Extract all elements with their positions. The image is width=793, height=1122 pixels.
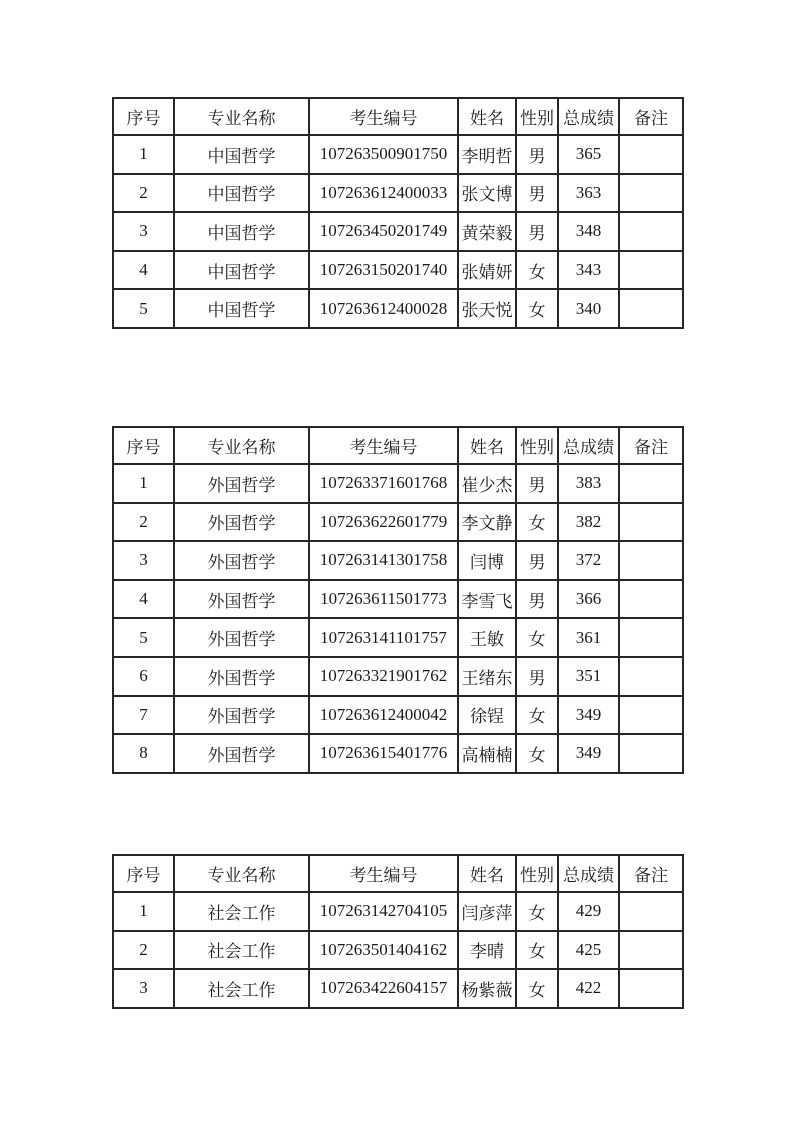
cell-index: 5 [113, 289, 174, 328]
cell-remarks [619, 580, 683, 619]
cell-name: 张文博 [458, 174, 516, 213]
column-header-name: 姓名 [458, 98, 516, 135]
table-row [113, 931, 683, 970]
table-row [113, 734, 683, 773]
table-row [113, 657, 683, 696]
cell-candidate-id: 107263371601768 [309, 464, 458, 503]
cell-gender: 女 [516, 734, 558, 773]
cell-remarks [619, 135, 683, 174]
cell-gender: 男 [516, 135, 558, 174]
table-row [113, 174, 683, 213]
score-table-social-work [112, 854, 684, 1009]
cell-total-score: 349 [558, 734, 619, 773]
table-row [113, 696, 683, 735]
cell-remarks [619, 734, 683, 773]
cell-candidate-id: 107263500901750 [309, 135, 458, 174]
cell-major: 外国哲学 [174, 464, 309, 503]
score-table-chinese-philosophy [112, 97, 684, 329]
cell-candidate-id: 107263450201749 [309, 212, 458, 251]
table-row [113, 541, 683, 580]
cell-name: 王绪东 [458, 657, 516, 696]
cell-total-score: 382 [558, 503, 619, 542]
header-row [113, 855, 683, 892]
table-row [113, 618, 683, 657]
cell-major: 社会工作 [174, 931, 309, 970]
header-row [113, 98, 683, 135]
cell-total-score: 348 [558, 212, 619, 251]
cell-total-score: 363 [558, 174, 619, 213]
cell-gender: 女 [516, 696, 558, 735]
cell-name: 黄荣毅 [458, 212, 516, 251]
column-header-major: 专业名称 [174, 427, 309, 464]
cell-remarks [619, 618, 683, 657]
table-row [113, 464, 683, 503]
cell-total-score: 429 [558, 892, 619, 931]
cell-remarks [619, 503, 683, 542]
cell-total-score: 351 [558, 657, 619, 696]
cell-name: 张婧妍 [458, 251, 516, 290]
column-header-index: 序号 [113, 427, 174, 464]
cell-major: 外国哲学 [174, 580, 309, 619]
cell-gender: 女 [516, 931, 558, 970]
cell-major: 中国哲学 [174, 289, 309, 328]
column-header-name: 姓名 [458, 855, 516, 892]
cell-major: 中国哲学 [174, 212, 309, 251]
cell-candidate-id: 107263321901762 [309, 657, 458, 696]
column-header-name: 姓名 [458, 427, 516, 464]
cell-major: 外国哲学 [174, 541, 309, 580]
column-header-candidate-id: 考生编号 [309, 427, 458, 464]
cell-index: 6 [113, 657, 174, 696]
cell-candidate-id: 107263615401776 [309, 734, 458, 773]
cell-candidate-id: 107263612400033 [309, 174, 458, 213]
cell-name: 徐锃 [458, 696, 516, 735]
cell-index: 7 [113, 696, 174, 735]
cell-index: 2 [113, 503, 174, 542]
cell-name: 李雪飞 [458, 580, 516, 619]
cell-candidate-id: 107263501404162 [309, 931, 458, 970]
column-header-total-score: 总成绩 [558, 855, 619, 892]
column-header-major: 专业名称 [174, 855, 309, 892]
table-row [113, 580, 683, 619]
cell-gender: 女 [516, 289, 558, 328]
table-row [113, 251, 683, 290]
cell-remarks [619, 541, 683, 580]
cell-gender: 女 [516, 892, 558, 931]
cell-total-score: 340 [558, 289, 619, 328]
cell-total-score: 349 [558, 696, 619, 735]
cell-gender: 男 [516, 580, 558, 619]
cell-remarks [619, 289, 683, 328]
cell-candidate-id: 107263141101757 [309, 618, 458, 657]
cell-name: 高楠楠 [458, 734, 516, 773]
cell-total-score: 372 [558, 541, 619, 580]
column-header-gender: 性别 [516, 98, 558, 135]
cell-index: 5 [113, 618, 174, 657]
column-header-major: 专业名称 [174, 98, 309, 135]
cell-major: 社会工作 [174, 969, 309, 1008]
cell-remarks [619, 657, 683, 696]
column-header-remarks: 备注 [619, 98, 683, 135]
cell-index: 3 [113, 969, 174, 1008]
table-row [113, 503, 683, 542]
cell-candidate-id: 107263142704105 [309, 892, 458, 931]
cell-index: 2 [113, 931, 174, 970]
score-table-section-chinese-philosophy [112, 97, 684, 329]
cell-candidate-id: 107263612400028 [309, 289, 458, 328]
cell-name: 张天悦 [458, 289, 516, 328]
table-row [113, 892, 683, 931]
cell-major: 外国哲学 [174, 734, 309, 773]
cell-candidate-id: 107263612400042 [309, 696, 458, 735]
cell-gender: 男 [516, 541, 558, 580]
cell-total-score: 425 [558, 931, 619, 970]
cell-remarks [619, 892, 683, 931]
score-table-foreign-philosophy [112, 426, 684, 774]
cell-index: 1 [113, 464, 174, 503]
cell-gender: 男 [516, 657, 558, 696]
cell-name: 闫彦萍 [458, 892, 516, 931]
cell-candidate-id: 107263422604157 [309, 969, 458, 1008]
cell-candidate-id: 107263150201740 [309, 251, 458, 290]
column-header-remarks: 备注 [619, 427, 683, 464]
cell-gender: 男 [516, 212, 558, 251]
cell-gender: 男 [516, 174, 558, 213]
cell-index: 1 [113, 892, 174, 931]
cell-total-score: 365 [558, 135, 619, 174]
cell-remarks [619, 931, 683, 970]
column-header-gender: 性别 [516, 427, 558, 464]
cell-candidate-id: 107263141301758 [309, 541, 458, 580]
column-header-candidate-id: 考生编号 [309, 98, 458, 135]
cell-index: 2 [113, 174, 174, 213]
cell-major: 中国哲学 [174, 174, 309, 213]
table-row [113, 212, 683, 251]
table-row [113, 135, 683, 174]
column-header-remarks: 备注 [619, 855, 683, 892]
cell-remarks [619, 212, 683, 251]
cell-index: 3 [113, 541, 174, 580]
cell-major: 中国哲学 [174, 135, 309, 174]
column-header-index: 序号 [113, 98, 174, 135]
cell-remarks [619, 696, 683, 735]
cell-total-score: 366 [558, 580, 619, 619]
score-table-section-foreign-philosophy [112, 426, 684, 774]
cell-major: 外国哲学 [174, 696, 309, 735]
column-header-total-score: 总成绩 [558, 98, 619, 135]
table-row [113, 969, 683, 1008]
cell-name: 崔少杰 [458, 464, 516, 503]
cell-name: 李晴 [458, 931, 516, 970]
cell-name: 闫博 [458, 541, 516, 580]
column-header-total-score: 总成绩 [558, 427, 619, 464]
cell-remarks [619, 251, 683, 290]
cell-index: 8 [113, 734, 174, 773]
cell-major: 外国哲学 [174, 657, 309, 696]
cell-gender: 女 [516, 503, 558, 542]
header-row [113, 427, 683, 464]
column-header-candidate-id: 考生编号 [309, 855, 458, 892]
cell-index: 1 [113, 135, 174, 174]
score-table-section-social-work [112, 854, 684, 1009]
cell-total-score: 422 [558, 969, 619, 1008]
cell-name: 王敏 [458, 618, 516, 657]
cell-major: 中国哲学 [174, 251, 309, 290]
cell-name: 杨紫薇 [458, 969, 516, 1008]
cell-total-score: 343 [558, 251, 619, 290]
cell-name: 李明哲 [458, 135, 516, 174]
cell-remarks [619, 969, 683, 1008]
cell-gender: 女 [516, 618, 558, 657]
cell-remarks [619, 464, 683, 503]
cell-total-score: 383 [558, 464, 619, 503]
column-header-gender: 性别 [516, 855, 558, 892]
cell-gender: 男 [516, 464, 558, 503]
column-header-index: 序号 [113, 855, 174, 892]
cell-total-score: 361 [558, 618, 619, 657]
cell-index: 3 [113, 212, 174, 251]
cell-index: 4 [113, 251, 174, 290]
cell-remarks [619, 174, 683, 213]
cell-candidate-id: 107263611501773 [309, 580, 458, 619]
table-row [113, 289, 683, 328]
cell-gender: 女 [516, 969, 558, 1008]
cell-major: 外国哲学 [174, 618, 309, 657]
cell-candidate-id: 107263622601779 [309, 503, 458, 542]
cell-name: 李文静 [458, 503, 516, 542]
cell-index: 4 [113, 580, 174, 619]
cell-major: 社会工作 [174, 892, 309, 931]
cell-gender: 女 [516, 251, 558, 290]
cell-major: 外国哲学 [174, 503, 309, 542]
